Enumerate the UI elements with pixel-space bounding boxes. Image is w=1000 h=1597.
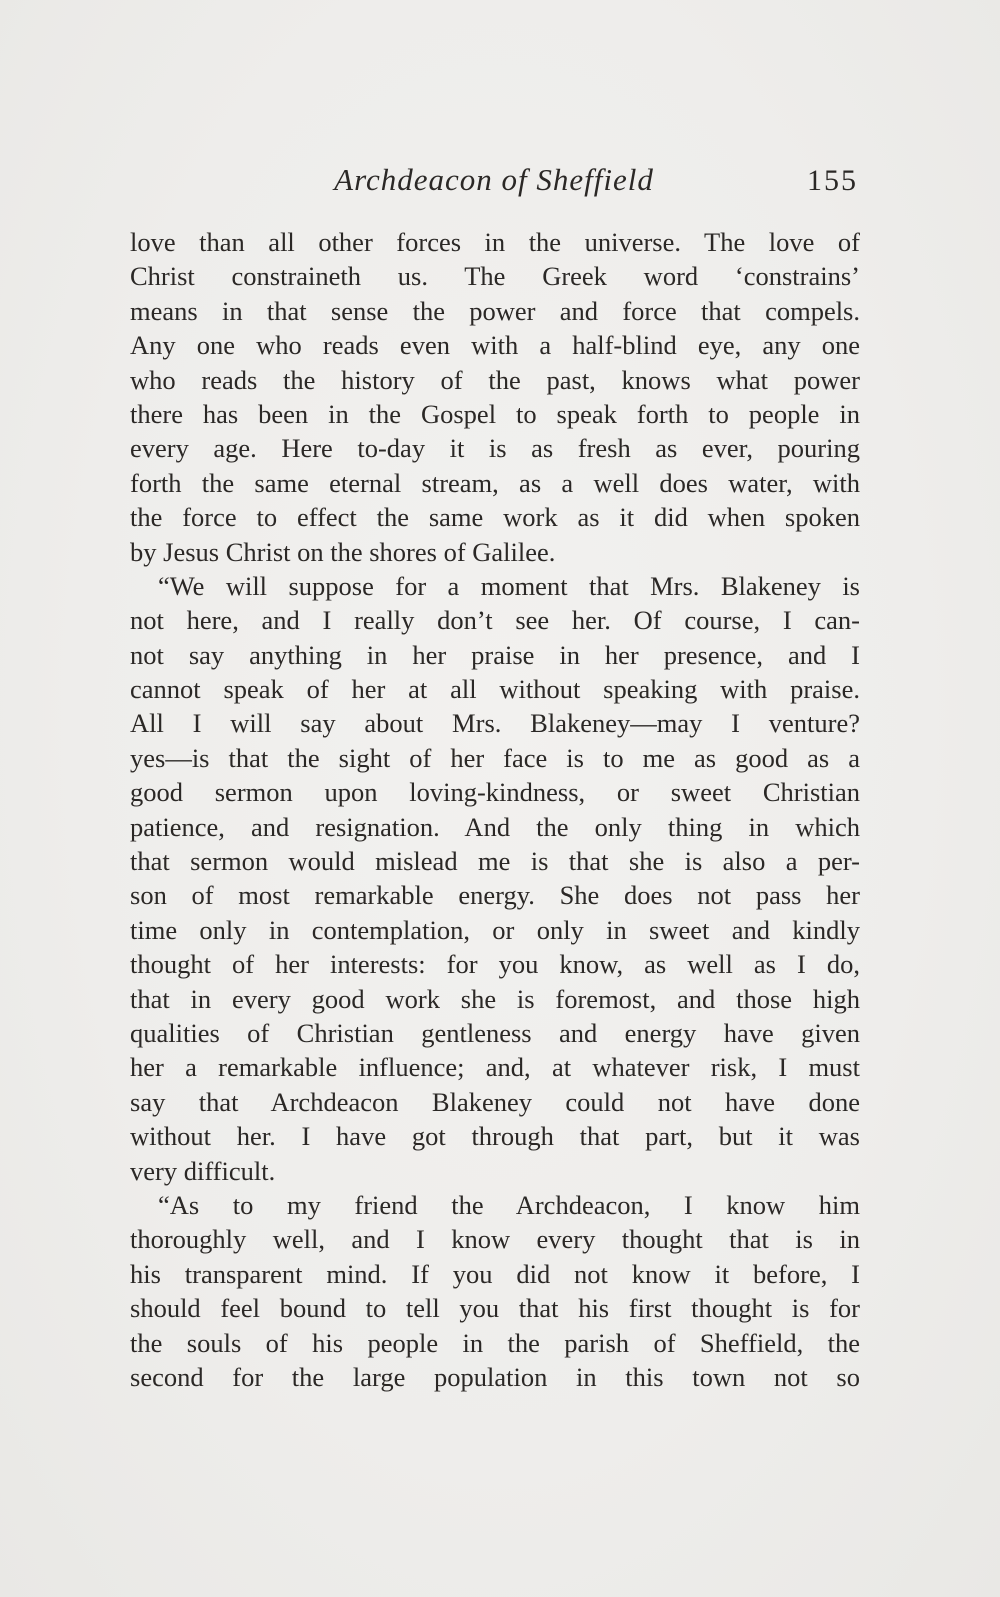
paragraph-start-line: “As to my friend the Archdeacon, I know him	[158, 1189, 860, 1220]
text-line: time only in contemplation, or only in sweet and kindly	[130, 914, 860, 945]
text-line: cannot speak of her at all without speaking with praise.	[130, 674, 860, 705]
text-line: thoroughly well, and I know every thought that is in	[130, 1224, 860, 1255]
text-line: Any one who reads even with a half-blind eye, any one	[130, 330, 860, 361]
text-line: without her. I have got through that part, but it was	[130, 1121, 860, 1152]
running-head	[130, 158, 858, 208]
text-line: love than all other forces in the universe. The love of	[130, 227, 860, 257]
text-line: not here, and I really don’t see her. Of course, I can-	[130, 605, 860, 636]
text-line: not say anything in her praise in her presence, and I	[130, 639, 860, 670]
text-line: patience, and resignation. And the only thing in which	[130, 811, 860, 842]
text-line: All I will say about Mrs. Blakeney—may I venture?	[130, 708, 860, 739]
text-line: there has been in the Gospel to speak forth to people in	[130, 398, 860, 429]
text-line: son of most remarkable energy. She does not pass her	[130, 880, 860, 911]
text-line: say that Archdeacon Blakeney could not have done	[130, 1086, 860, 1117]
page-number: 155	[807, 164, 858, 197]
text-line: Christ constraineth us. The Greek word ‘constrains’	[130, 261, 860, 292]
text-line: that in every good work she is foremost, and those high	[130, 983, 860, 1014]
paragraph-start-line: “We will suppose for a moment that Mrs. Blakeney is	[158, 570, 860, 601]
text-line: every age. Here to-day it is as fresh as ever, pouring	[130, 433, 860, 464]
text-line: qualities of Christian gentleness and energy have given	[130, 1017, 860, 1048]
text-line: forth the same eternal stream, as a well does water, with	[130, 467, 860, 498]
text-line: his transparent mind. If you did not know it before, I	[130, 1258, 860, 1289]
text-line: second for the large population in this town not so	[130, 1361, 860, 1392]
text-line: that sermon would mislead me is that she is also a per-	[130, 846, 860, 877]
text-line: her a remarkable influence; and, at whatever risk, I must	[130, 1052, 860, 1083]
running-title: Archdeacon of Sheffield	[334, 162, 654, 197]
text-line: thought of her interests: for you know, as well as I do,	[130, 949, 860, 980]
text-line: who reads the history of the past, knows what power	[130, 364, 860, 395]
body-text	[130, 225, 860, 1394]
text-line: the force to effect the same work as it did when spoken	[130, 502, 860, 533]
text-line: by Jesus Christ on the shores of Galilee.	[130, 536, 556, 567]
text-line: yes—is that the sight of her face is to me as good as a	[130, 742, 860, 773]
text-line: should feel bound to tell you that his first thought is for	[130, 1293, 860, 1324]
text-line: the souls of his people in the parish of Sheffield, the	[130, 1327, 860, 1358]
text-line: good sermon upon loving-kindness, or sweet Christian	[130, 777, 860, 808]
text-line: very difficult.	[130, 1155, 276, 1186]
text-line: means in that sense the power and force that compels.	[130, 295, 860, 326]
